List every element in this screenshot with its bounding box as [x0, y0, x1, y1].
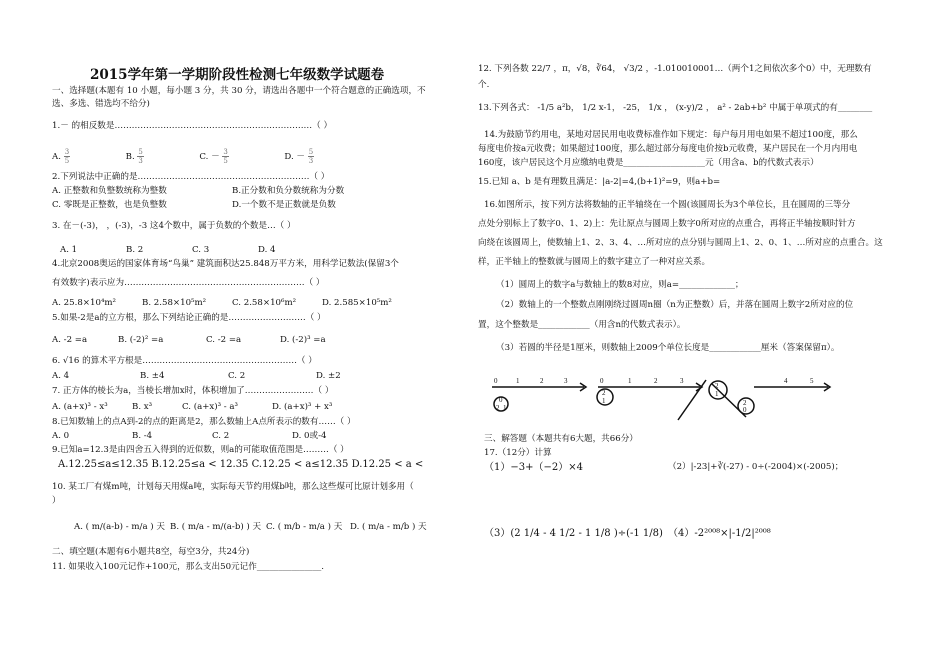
question-17-part2: （2）|-23|+∛(-27) - 0÷(-2004)×(-2005)；: [668, 462, 844, 472]
axis-label: 4: [784, 377, 788, 385]
axis-label: 3: [564, 377, 568, 385]
q3-option-a: A. 1: [60, 245, 78, 255]
q5-option-a: A. -2 =a: [52, 335, 88, 345]
axis-label: 1: [516, 377, 520, 385]
question-16-part3: （3）若圆的半径是1厘米，则数轴上2009个单位长度是____________厘米（答案保留π）。: [496, 343, 840, 353]
q1-option-c: C. －: [199, 152, 220, 162]
circle-label: 2: [743, 399, 747, 407]
q1-frac-c: $\frac{3}{5}$: [223, 148, 228, 165]
q8-option-d: D. 0或-4: [292, 431, 327, 441]
question-16-line3: 向绕在该圆周上，使数轴上1、2、3、4、…所对应的点分别与圆周上1、2、0、1、…所对应的点重合。这: [478, 238, 883, 248]
q9-options: A.12.25≤a≤12.35 B.12.25≤a < 12.35 C.12.25 < a≤12.35 D.12.25 < a <: [58, 459, 424, 470]
q8-options: [52, 431, 326, 442]
q7-options: [52, 402, 332, 413]
circle-label: 2: [715, 382, 719, 390]
q8-option-c: C. 2: [212, 431, 230, 441]
question-10-line2: ）: [52, 496, 61, 506]
question-10-line1: 10. 某工厂有煤m吨，计划每天用煤a吨，实际每天节约用煤b吨，那么这些煤可比原计划多用（: [52, 482, 414, 492]
question-17-part3: （3）(2 1/4 - 4 1/2 - 1 1/8 )÷(-1 1/8): [484, 528, 663, 539]
q3-options: [60, 245, 276, 256]
q5-option-b: B. (-2)² =a: [118, 335, 164, 345]
question-13: 13.下列各式： -1/5 a²b， 1/2 x-1， -25， 1/x ， (x-y)/2 ， a² - 2ab+b² 中属于单项式的有________: [478, 103, 873, 113]
q5-option-c: C. -2 =a: [206, 335, 242, 345]
q7-option-b: B. x³: [132, 402, 153, 412]
question-16-line4: 样，正半轴上的整数就与圆周上的数字建立了一种对应关系。: [478, 257, 711, 267]
q5-option-d: D. (-2)³ =a: [280, 335, 326, 345]
q10-option-b: B. ( m/a - m/(a-b) ) 天: [170, 522, 262, 532]
q8-option-b: B. -4: [132, 431, 153, 441]
q2-option-b: B.正分数和负分数统称为分数: [232, 186, 345, 196]
question-17-part1: （1）−3+（−2）×4: [484, 462, 583, 473]
circle-label: 1: [602, 397, 606, 405]
q10-options: [74, 522, 427, 533]
q10-option-a: A. ( m/(a-b) - m/a ) 天: [74, 522, 165, 532]
question-14-line1: 14.为鼓励节约用电，某地对居民用电收费标准作如下规定：每户每月用电如果不超过100度，那么: [484, 130, 858, 140]
circle-label: 1: [715, 390, 719, 398]
circle-label: 0: [743, 406, 747, 414]
section2-header: 二、填空题(本题有6小题共8空，每空3分，共24分): [52, 547, 250, 557]
circle-label: 2: [602, 389, 606, 397]
q1-frac-d: $\frac{5}{3}$: [308, 148, 314, 165]
q5-options: [52, 335, 326, 346]
section1-header-1: 一、选择题(本题有 10 小题，每小题 3 分，共 30 分，请选出各题中一个符合题意的正确选项，不: [52, 86, 426, 96]
question-16-line1: 16.如图所示，按下列方法将数轴的正半轴绕在一个圆(该圆周长为3个单位长，且在圆周的三等分: [484, 200, 851, 210]
q3-option-b: B. 2: [126, 245, 144, 255]
q4-options: [52, 298, 392, 309]
question-16-part1: （1）圆周上的数字a与数轴上的数8对应，则a=_____________；: [496, 280, 744, 290]
q2-option-c: C. 零既是正整数，也是负整数: [52, 200, 167, 210]
q6-options: [52, 371, 341, 382]
question-16-part2-line2: 置，这个整数是____________（用含n的代数式表示）。: [478, 320, 686, 330]
question-12-b: 个.: [478, 80, 490, 90]
q3-option-c: C. 3: [192, 245, 210, 255]
q1-option-d: D. －: [284, 152, 306, 162]
q1-option-a: A.: [52, 152, 61, 162]
q6-option-b: B. ±4: [140, 371, 165, 381]
q4-option-c: C. 2.58×10⁶m²: [232, 298, 297, 308]
q6-option-c: C. 2: [228, 371, 246, 381]
q4-option-a: A. 25.8×10⁴m²: [52, 298, 116, 308]
axis-label: 2: [540, 377, 544, 385]
question-6: 6. √16 的算术平方根是………………………………………………（ ）: [52, 356, 317, 366]
question-1-options: [52, 148, 382, 165]
q4-option-b: B. 2.58×10⁵m²: [142, 298, 207, 308]
question-15: 15.已知 a、b 是有理数且满足：|a-2|=4,(b+1)²=9，则a+b=: [478, 177, 721, 187]
question-8: 8.已知数轴上的点A到-2的点的距离是2，那么数轴上A点所表示的数有……（ ）: [52, 417, 356, 427]
question-14-line2: 每度电价按a元收费；如果超过100度，那么超过部分每度电价按b元收费，某户居民在一个月内用电: [478, 144, 858, 154]
q4-option-d: D. 2.585×10⁵m²: [322, 298, 392, 308]
page-title: 2015学年第一学期阶段性检测七年级数学试题卷: [90, 67, 385, 83]
wrap-tangent-1: [678, 380, 706, 420]
axis-label: 2: [654, 377, 658, 385]
q7-option-c: C. (a+x)³ - a³: [182, 402, 238, 412]
q1-frac-a: $\frac{3}{5}$: [64, 148, 70, 165]
axis-label: 1: [628, 377, 632, 385]
question-1: 1.－ 的相反数是……………………………………………………………（ ）: [52, 121, 333, 131]
circle-label: 0: [499, 396, 503, 404]
question-2: 2.下列说法中正确的是……………………………………………………（ ）: [52, 172, 330, 182]
question-3: 3. 在－(-3)， ，(-3)，-3 这4个数中，属于负数的个数是…（ ）: [52, 221, 296, 231]
q10-option-d: D. ( m/a - m/b ) 天: [350, 522, 427, 532]
q2-option-d: D.一个数不是正数就是负数: [232, 200, 336, 210]
question-12: 12. 下列各数 22/7 ，π，√8，∛64， √3/2 ，-1.010010001…（两个1之间依次多个0）中，无理数有: [478, 64, 872, 74]
section1-header-2: 选、多选、错选均不给分): [52, 99, 150, 109]
question-11: 11. 如果收入100元记作+100元，那么支出50元记作_______________.: [52, 562, 325, 572]
q6-option-a: A. 4: [52, 371, 70, 381]
question-14-line3: 160度，该户居民这个月应缴纳电费是___________________元（用含a、b的代数式表示）: [478, 158, 819, 168]
circle-label: 1: [503, 404, 507, 412]
axis-label: 0: [600, 377, 604, 385]
q8-option-a: A. 0: [52, 431, 70, 441]
q6-option-d: D. ±2: [316, 371, 341, 381]
axis-label: 3: [680, 377, 684, 385]
question-5: 5.如果-2是a的立方根，那么下列结论正确的是………………………（ ）: [52, 313, 326, 323]
question-16-part2-line1: （2）数轴上的一个整数点刚刚绕过圆周n圈（n为正整数）后，并落在圆周上数字2所对应的位: [496, 300, 854, 310]
question-4-line1: 4.北京2008奥运的国家体育场“鸟巢” 建筑面积达25.848万平方米，用科学记数法(保留3个: [52, 259, 399, 269]
circle-label: 2: [496, 404, 500, 412]
q7-option-a: A. (a+x)³ - x³: [52, 402, 108, 412]
question-9: 9.已知a=12.3是由四舍五入得到的近似数，则a的可能取值范围是………（ ）: [52, 445, 349, 455]
question-4-line2: 有效数字)表示应为………………………………………………………（ ）: [52, 278, 325, 288]
question-17: 17.（12分）计算: [484, 448, 552, 458]
q10-option-c: C. ( m/b - m/a ) 天: [266, 522, 343, 532]
q1-frac-b: $\frac{5}{3}$: [138, 148, 143, 165]
question-17-part4: （4）-2²⁰⁰⁸×|-1/2|²⁰⁰⁸: [668, 528, 771, 539]
q3-option-d: D. 4: [258, 245, 276, 255]
section3-header: 三、解答题（本题共有6大题，共66分）: [484, 434, 638, 444]
question-7: 7. 正方体的棱长为a，当棱长增加x时，体积增加了……………………（ ）: [52, 386, 334, 396]
q1-option-b: B.: [125, 152, 135, 162]
axis-label: 5: [810, 377, 814, 385]
question-16-line2: 点处分别标上了数字0、1、2)上：先让原点与圆周上数字0所对应的点重合，再将正半轴按顺时针方: [478, 219, 856, 229]
number-line-diagram: [488, 372, 838, 432]
q2-option-a: A. 正整数和负整数统称为整数: [52, 186, 167, 196]
q7-option-d: D. (a+x)³ + x³: [272, 402, 333, 412]
axis-label: 0: [494, 377, 498, 385]
